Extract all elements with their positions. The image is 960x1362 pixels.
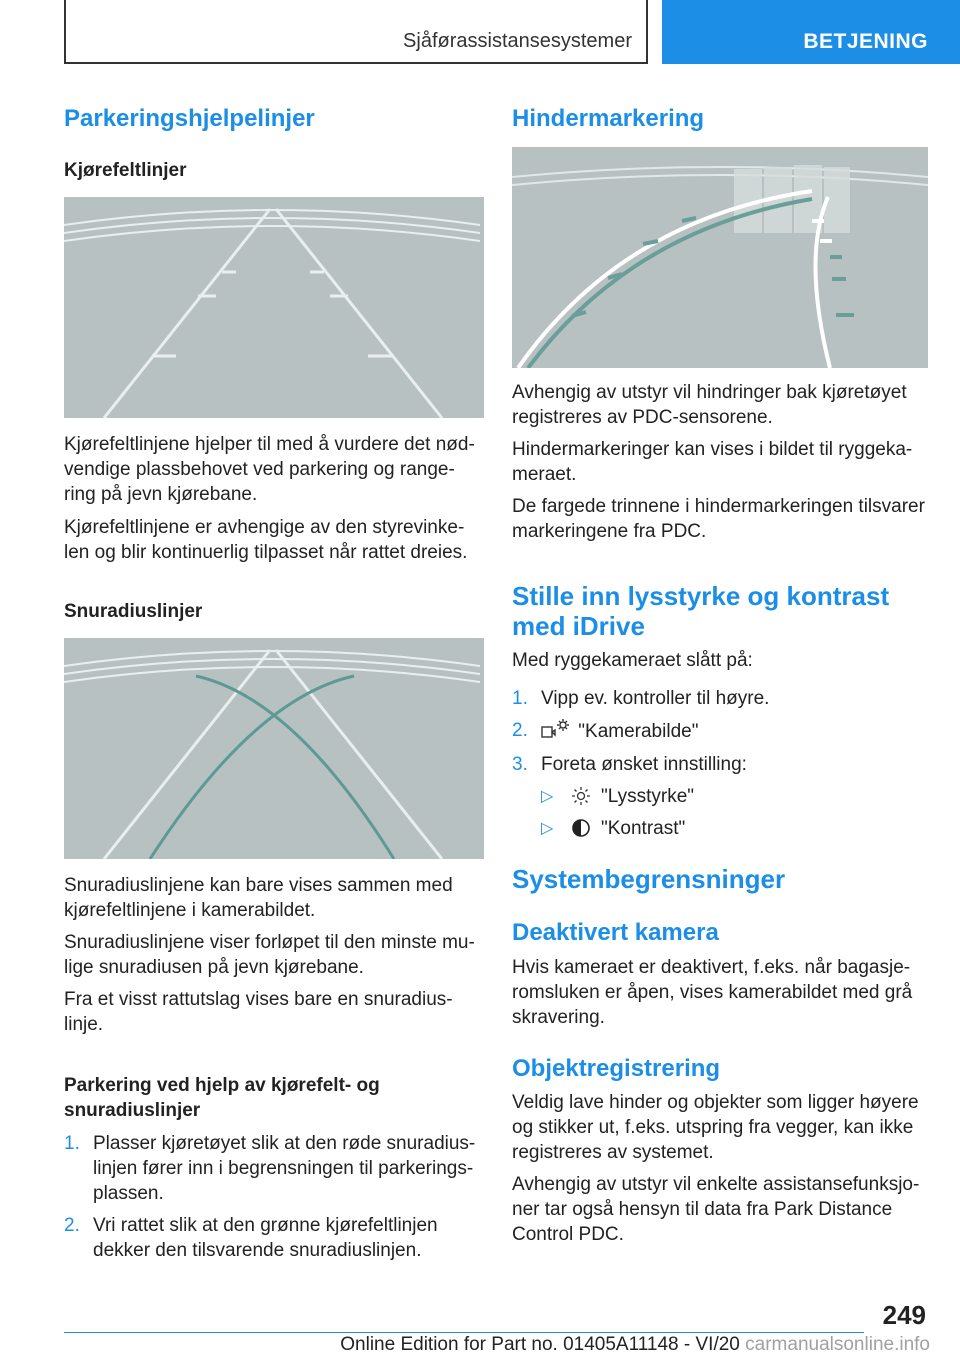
setting-options: [541, 784, 931, 848]
title-lysstyrke: Stille inn lysstyrke og kontrast med iDrive: [512, 581, 890, 641]
heading-parkering: Parkering ved hjelp av kjørefelt- og snuradiuslinjer: [64, 1075, 380, 1121]
header-section: BETJENING: [803, 30, 928, 53]
parkering-step-1: 1. Plasser kjøretøyet slik at den røde snuradius‐ linjen fører inn i begrensningen til parkerings‐ plassen.: [64, 1133, 476, 1204]
contrast-icon: [571, 818, 591, 845]
lys-steps: [512, 686, 932, 777]
snu-p2: Snuradiuslinjene viser forløpet til den minste mu‐ lige snuradiusen på jevn kjørebane.: [64, 932, 475, 978]
footer-edition: Online Edition for Part no. 01405A11148 - VI/20 carmanualsonline.info: [340, 1334, 930, 1355]
deaktivert-text: Hvis kameraet er deaktivert, f.eks. når bagasje‐ romsluken er åpen, vises kamerabildet med grå skravering.: [512, 957, 913, 1028]
kjorefelt-p1: Kjørefeltlinjene hjelper til med å vurdere det nød‐ vendige plassbehovet ved parkering og range‐ ring på jevn kjørebane.: [64, 434, 475, 505]
title-parkeringshjelpelinjer: Parkeringshjelpelinjer: [64, 105, 315, 132]
header-section-box: [662, 0, 960, 64]
heading-kjorefeltlinjer: Kjørefeltlinjer: [64, 160, 187, 181]
heading-deaktivert-kamera: Deaktivert kamera: [512, 919, 719, 946]
page-number: 249: [882, 1300, 926, 1330]
option-lysstyrke: ▷ "Lysstyrke": [541, 784, 931, 816]
title-systembegrensninger: Systembegrensninger: [512, 864, 786, 894]
footer-rule: [64, 1332, 864, 1333]
figure-hindermarkering: [512, 147, 928, 368]
lys-step-3: 3. Foreta ønsket innstilling:: [512, 754, 747, 775]
title-hindermarkering: Hindermarkering: [512, 105, 705, 132]
lys-intro: Med ryggekameraet slått på:: [512, 650, 753, 671]
hinder-p1: Avhengig av utstyr vil hindringer bak kjøretøyet registreres av PDC-sensorene.: [512, 382, 907, 428]
heading-objektregistrering: Objektregistrering: [512, 1055, 721, 1082]
sun-icon: [571, 786, 591, 813]
figure-snuradiuslinjer: [64, 638, 484, 859]
parkering-step-2: 2. Vri rattet slik at den grønne kjørefeltlinjen dekker den tilsvarende snuradiuslinjen.: [64, 1215, 438, 1261]
hinder-p3: De fargede trinnene i hindermarkeringen tilsvarer markeringene fra PDC.: [512, 496, 925, 542]
snu-p3: Fra et visst rattutslag vises bare en snuradius‐ linje.: [64, 989, 453, 1035]
snu-p1: Snuradiuslinjene kan bare vises sammen med kjørefeltlinjene i kamerabildet.: [64, 875, 453, 921]
heading-snuradiuslinjer: Snuradiuslinjer: [64, 601, 203, 622]
objekt-p1: Veldig lave hinder og objekter som ligger høyere og stikker ut, f.eks. utspring fra vegger, kan ikke registreres av systemet.: [512, 1092, 919, 1163]
parkering-steps: [64, 1131, 484, 1263]
figure-kjorefeltlinjer: [64, 197, 484, 418]
header-chapter-box: [64, 0, 648, 64]
lys-step-1: 1. Vipp ev. kontroller til høyre.: [512, 688, 770, 709]
hinder-p2: Hindermarkeringer kan vises i bildet til ryggeka‐ meraet.: [512, 439, 913, 485]
footer-watermark: carmanualsonline.info: [745, 1334, 930, 1355]
kjorefelt-p2: Kjørefeltlinjene er avhengige av den styrevinke‐ len og blir kontinuerlig tilpasset når rattet dreies.: [64, 517, 468, 563]
lys-step-2: 2. "Kamerabilde": [512, 720, 699, 742]
objekt-p2: Avhengig av utstyr vil enkelte assistansefunksjo‐ ner tar også hensyn til data fra Park Distance Control PDC.: [512, 1174, 920, 1245]
header-chapter: Sjåførassistansesystemer: [403, 30, 632, 52]
option-kontrast: ▷ "Kontrast": [541, 816, 931, 848]
camera-settings-icon: [541, 718, 573, 738]
